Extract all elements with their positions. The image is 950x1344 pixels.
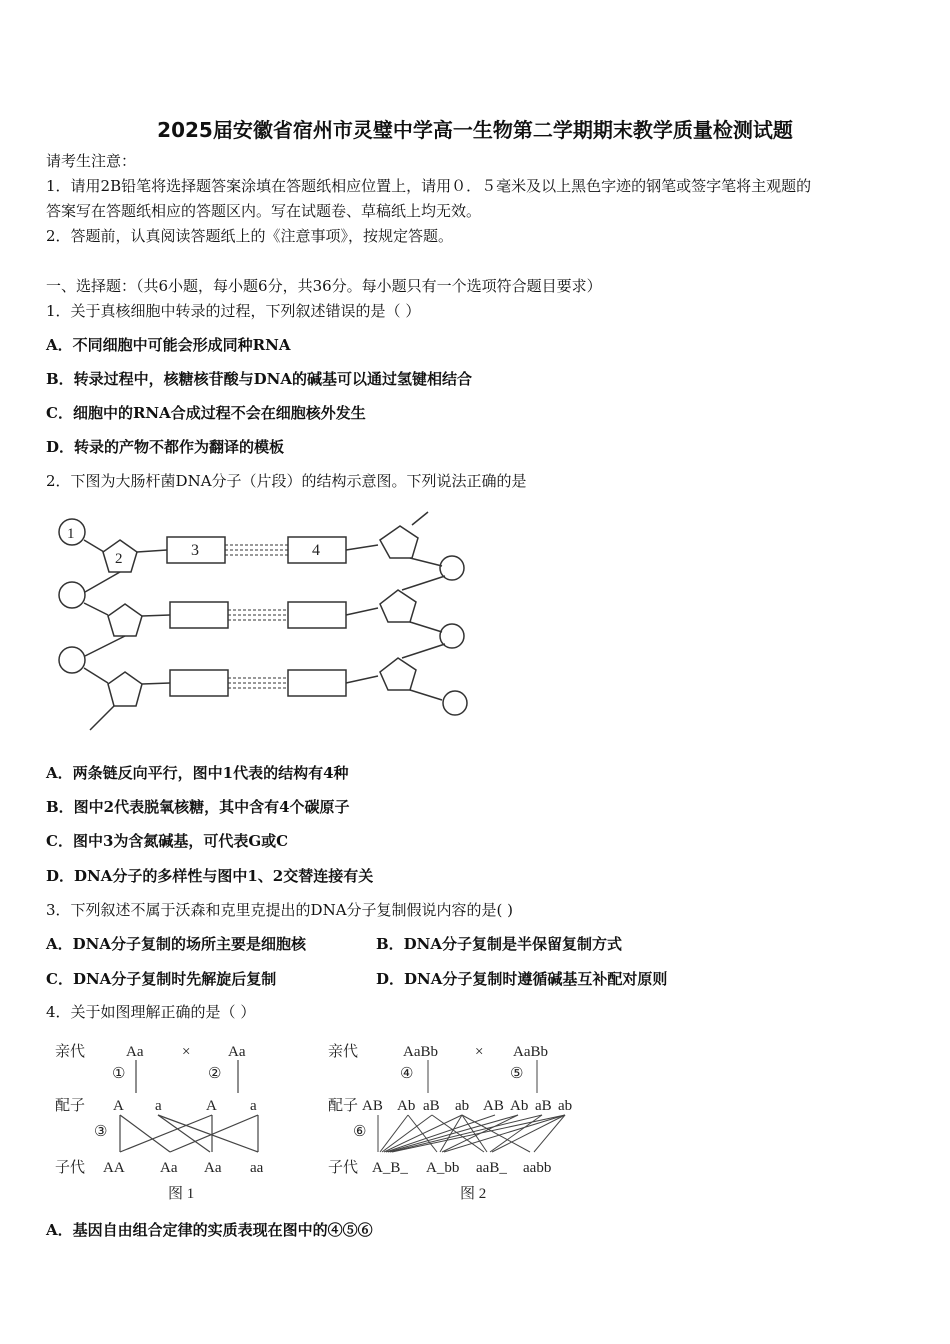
option: A．DNA分子复制的场所主要是细胞核 [46,935,306,953]
offspring: Aa [204,1160,222,1176]
gamete-label: 配子 [55,1098,86,1114]
offspring: AA [103,1160,125,1176]
option: B．图中2代表脱氧核糖，其中含有4个碳原子 [46,798,350,816]
step-label: ① [112,1066,126,1082]
option: B．转录过程中，核糖核苷酸与DNA的碱基可以通过氢键相结合 [46,370,473,388]
option: D．DNA分子的多样性与图中1、2交替连接有关 [46,867,374,885]
page-title: 2025届安徽省宿州市灵璧中学高一生物第二学期期末教学质量检测试题 [157,118,793,142]
notice-line: 2．答题前，认真阅读答题纸上的《注意事项》，按规定答题。 [46,227,454,245]
offspring: aabb [523,1160,552,1176]
label-3: 3 [191,542,199,559]
option: C．图中3为含氮碱基，可代表G或C [46,832,289,850]
genetics-figure-1 [40,1030,300,1210]
parent-label: 亲代 [55,1044,86,1060]
parent: AaBb [513,1044,548,1060]
gamete-label: 配子 [328,1098,359,1114]
option: C．DNA分子复制时先解旋后复制 [46,970,277,988]
parent-label: 亲代 [328,1044,359,1060]
notice-line: 1．请用2B铅笔将选择题答案涂填在答题纸相应位置上，请用０．５毫米及以上黑色字迹的钢笔或签字笔将主观题的 [46,177,812,195]
question-stem: 2．下图为大肠杆菌DNA分子（片段）的结构示意图。下列说法正确的是 [46,472,527,490]
offspring: Aa [160,1160,178,1176]
step-label: ⑤ [510,1066,524,1082]
offspring-label: 子代 [328,1160,359,1176]
gamete: ab [455,1098,470,1114]
offspring: A_bb [426,1160,460,1176]
section-heading: 一、选择题：（共6小题，每小题6分，共36分。每小题只有一个选项符合题目要求） [46,277,602,295]
parent: Aa [126,1044,144,1060]
step-label: ② [208,1066,222,1082]
parent: Aa [228,1044,246,1060]
gamete: aB [535,1098,552,1114]
gamete: AB [483,1098,504,1114]
option: A．不同细胞中可能会形成同种RNA [46,336,291,354]
question-stem: 1．关于真核细胞中转录的过程，下列叙述错误的是（ ） [46,302,421,320]
figure-caption: 图 2 [460,1186,487,1202]
notice-heading: 请考生注意： [46,152,137,170]
gamete: a [250,1098,257,1114]
label-2: 2 [115,551,123,567]
option: A．两条链反向平行，图中1代表的结构有4种 [46,764,349,782]
option: B．DNA分子复制是半保留复制方式 [376,935,623,953]
gamete: A [206,1098,217,1114]
step-label: ③ [94,1124,108,1140]
genetics-figure-2 [320,1030,590,1210]
gamete: AB [362,1098,383,1114]
gamete: ab [558,1098,573,1114]
step-label: ④ [400,1066,414,1082]
offspring: A_B_ [372,1160,408,1176]
figure-caption: 图 1 [168,1186,195,1202]
step-label: ⑥ [353,1124,367,1140]
parent: AaBb [403,1044,438,1060]
label-1: 1 [67,526,75,542]
option: A．基因自由组合定律的实质表现在图中的④⑤⑥ [46,1221,373,1239]
option: C．细胞中的RNA合成过程不会在细胞核外发生 [46,404,366,422]
offspring: aa [250,1160,264,1176]
gamete: Ab [397,1098,416,1114]
offspring: aaB_ [476,1160,507,1176]
cross-sign: × [475,1044,484,1060]
gamete: A [113,1098,124,1114]
gamete: a [155,1098,162,1114]
option: D．转录的产物不都作为翻译的模板 [46,438,285,456]
option: D．DNA分子复制时遵循碱基互补配对原则 [376,970,668,988]
notice-line: 答案写在答题纸相应的答题区内。写在试题卷、草稿纸上均无效。 [46,202,482,220]
gamete: Ab [510,1098,529,1114]
question-stem: 4．关于如图理解正确的是（ ） [46,1003,256,1021]
label-4: 4 [312,542,320,559]
cross-sign: × [182,1044,191,1060]
gamete: aB [423,1098,440,1114]
question-stem: 3．下列叙述不属于沃森和克里克提出的DNA分子复制假说内容的是( ) [46,901,514,919]
dna-structure-figure [50,505,480,745]
offspring-label: 子代 [55,1160,86,1176]
